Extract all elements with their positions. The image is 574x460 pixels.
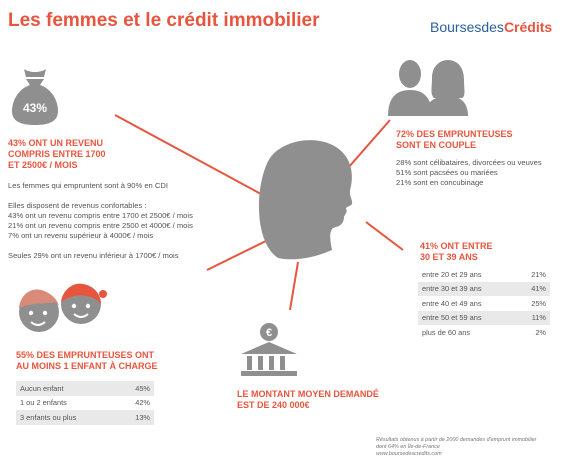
man-silhouette-icon <box>388 60 432 116</box>
income-item: 43% ont un revenu compris entre 1700 et 2500€ / mois <box>8 211 193 220</box>
age-table <box>418 267 550 340</box>
connector-couple <box>348 120 390 168</box>
money-bag-icon <box>12 67 58 125</box>
money-bag-label: 43% <box>22 101 48 115</box>
income-cdi: Les femmes qui empruntent sont à 90% en CDI <box>8 181 168 190</box>
children-heading: 55% DES EMPRUNTEUSES ONT AU MOINS 1 ENFANT À CHARGE <box>16 350 158 371</box>
children-table <box>16 381 154 425</box>
connector-age <box>366 222 403 250</box>
income-item: 7% ont un revenu supérieur à 4000€ / mois <box>8 231 154 240</box>
table-row: entre 20 et 29 ans 21% <box>422 269 546 279</box>
couple-item: 21% sont en concubinage <box>396 178 484 187</box>
couple-item: 51% sont pacsées ou mariées <box>396 168 498 177</box>
age-heading: 41% ONT ENTRE 30 ET 39 ANS <box>420 241 493 262</box>
table-row: plus de 60 ans 2% <box>422 327 546 337</box>
amount-heading: LE MONTANT MOYEN DEMANDÉ EST DE 240 000€ <box>237 389 379 410</box>
couple-details <box>396 158 571 188</box>
table-row: entre 40 et 49 ans 25% <box>422 298 546 308</box>
income-details <box>8 181 248 261</box>
table-row: 3 enfants ou plus 13% <box>16 410 154 425</box>
income-intro: Elles disposent de revenus confortables : <box>8 201 147 210</box>
logo-part-1: Boursesdes <box>430 19 504 35</box>
woman-silhouette-icon <box>259 140 352 259</box>
income-low: Seules 29% ont un revenu inférieur à 1700€ / mois <box>8 251 179 260</box>
children-icon <box>17 280 107 336</box>
table-row: 1 ou 2 enfants 42% <box>20 398 150 408</box>
girl-face-icon <box>61 284 107 324</box>
woman-bust-icon <box>424 60 468 116</box>
income-heading: 43% ONT UN REVENU COMPRIS ENTRE 1700 ET 2500€ / MOIS <box>8 138 106 170</box>
couple-item: 28% sont célibataires, divorcées ou veuves <box>396 158 542 167</box>
bank-icon <box>237 322 301 376</box>
income-item: 21% ont un revenu compris entre 2500 et 4000€ / mois <box>8 221 193 230</box>
logo-part-2: Crédits <box>503 19 553 35</box>
couple-icon <box>388 58 468 116</box>
couple-heading: 72% DES EMPRUNTEUSES SONT EN COUPLE <box>396 129 513 150</box>
footnote: Résultats obtenus à partir de 2000 demandes d'emprunt immobilier dont 64% en Île-de-France www.boursedescredits.com <box>376 437 566 458</box>
connector-amount <box>290 262 298 310</box>
table-row: entre 30 et 39 ans 41% <box>418 282 550 297</box>
table-row: entre 50 et 59 ans 11% <box>418 311 550 326</box>
boy-face-icon <box>19 290 59 332</box>
svg-text:€: € <box>265 327 273 339</box>
website-link[interactable]: www.boursedescredits.com <box>376 451 442 457</box>
table-row: Aucun enfant 45% <box>16 381 154 396</box>
page-title: Les femmes et le crédit immobilier <box>8 10 320 31</box>
